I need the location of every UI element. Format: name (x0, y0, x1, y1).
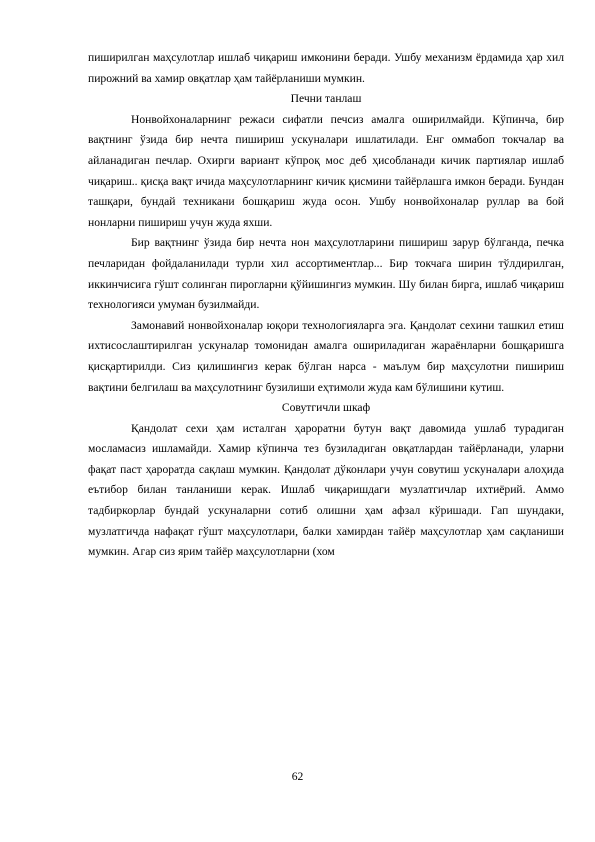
page-number: 62 (291, 770, 304, 783)
paragraph-modern-bakeries: Замонавий нонвойхоналар юқори технологияларга эга. Қандолат сехини ташкил етиш ихтисослаштирилган ускуналар томонидан амалга ошириладиган жараёнларни бошқаришга қисқартирилди. Сиз қилишингиз керак бўлган нарса - маълум бир маҳсулотни пишириш вақтини белгилаш ва маҳсулотнинг бузилиши еҳтимоли жуда кам бўлишини кутиш. (88, 318, 564, 394)
paragraph-refrigerator: Қандолат сехи ҳам исталган ҳароратни бутун вақт давомида ушлаб турадиган мосламасиз ишламайди. Хамир кўпинча тез бузиладиган овқатлардан тайёрланади, уларни фақат паст ҳароратда сақлаш мумкин. Қандолат дўконлари учун совутиш ускуналари алоҳида еътибор билан танланиши керак. Ишлаб чиқаришдаги музлатгичлар ихтиёрий. Аммо тадбиркорлар бундай ускуналарни сотиб олишни ҳам афзал кўришади. Гап шундаки, музлатгичда нафақат гўшт маҳсулотлари, балки хамирдан тайёр маҳсулотлар ҳам сақланиши мумкин. Агар сиз ярим тайёр маҳсулотларни (хом (88, 421, 564, 559)
paragraph-deck-ovens: Бир вақтнинг ўзида бир нечта нон маҳсулотларини пишириш зарур бўлганда, печка печларидан фойдаланилади турли хил ассортиментлар... Бир токчага ширин тўлдирилган, иккинчисига гўшт солинган пирогларни қўйишингиз мумкин. Шу билан бирга, ишлаб чиқариш технологияси умуман бузилмайди. (88, 236, 564, 312)
document-page (88, 48, 564, 563)
section-heading-oven: Печни танлаш (290, 92, 362, 106)
section-heading-refrigerator: Совутгичли шкаф (281, 401, 371, 415)
paragraph-continuation: пиширилган маҳсулотлар ишлаб чиқариш имконини беради. Ушбу механизм ёрдамида ҳар хил пирожний ва хамир овқатлар ҳам тайёрланиши мумкин. (88, 51, 564, 85)
paragraph-oven-intro: Нонвойхоналарнинг режаси сифатли печсиз амалга оширилмайди. Кўпинча, бир вақтнинг ўзида бир нечта пишириш ускуналари ишлатилади. Енг оммабоп токчалар ва айланадиган печлар. Охирги вариант кўпроқ мос деб ҳисобланади кичик партиялар ишлаб чиқариш.. қисқа вақт ичида маҳсулотларнинг кичик қисмини тайёрлашга имкон беради. Бундан ташқари, бундай техникани бошқариш жуда осон. Ушбу нонвойхоналар руллар ва бой нонларни пишириш учун жуда яхши. (88, 112, 564, 229)
